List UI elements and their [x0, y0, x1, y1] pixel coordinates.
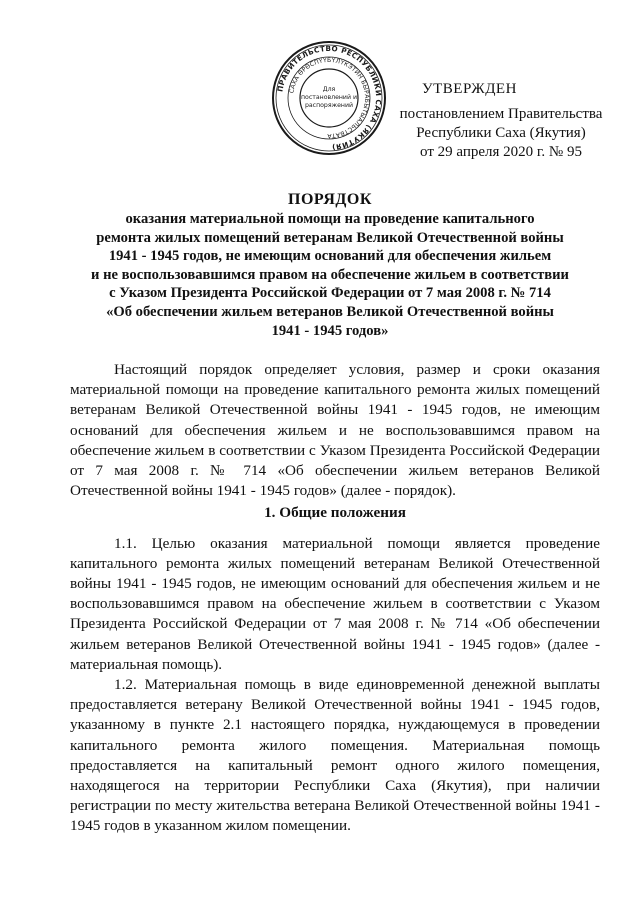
seal-center-line-1: Для	[322, 86, 336, 93]
paragraph-1-1: 1.1. Целью оказания материальной помощи является проведение капитального ремонта жилых помещений ветеранам Великой Отечественной войны 1941 - 1945 годов, не имеющим оснований для обеспечения жильем и не воспользовавшимся правом на обеспечение жильем в соответствии с Указом Президента Российской Федерации от 7 мая 2008 г. № 714 «Об обеспечении жильем ветеранов Великой Отечественной войны 1941 - 1945 годов» (далее - материальная помощь).	[70, 534, 600, 673]
title-line: с Указом Президента Российской Федерации от 7 мая 2008 г. № 714	[109, 285, 551, 302]
approved-label: УТВЕРЖДЕН	[422, 81, 517, 97]
approval-line-3: от 29 апреля 2020 г. № 95	[420, 144, 582, 160]
document-body	[70, 360, 600, 837]
title-heading: ПОРЯДОК	[288, 191, 372, 208]
title-line: «Об обеспечении жильем ветеранов Великой Отечественной войны	[106, 303, 554, 320]
title-line: ремонта жилых помещений ветеранам Великой Отечественной войны	[96, 229, 564, 246]
approval-line-2: Республики Саха (Якутия)	[416, 125, 586, 141]
approval-block	[386, 80, 616, 162]
seal-center-line-3: распоряжений	[304, 102, 354, 109]
document-title	[60, 190, 600, 340]
seal-outer-text: ПРАВИТЕЛЬСТВО РЕСПУБЛИКИ САХА (ЯКУТИЯ)	[275, 43, 384, 152]
seal-graphic	[271, 40, 387, 156]
paragraph-1-2: 1.2. Материальная помощь в виде единовременной денежной выплаты предоставляется ветерану Великой Отечественной войны 1941 - 1945 годов, указанному в пункте 2.1 настоящего порядка, нуждающемуся в проведении капитального ремонта жилого помещения. Материальная помощь предоставляется на капитальный ремонт одного жилого помещения, находящегося на территории Республики Саха (Якутия), при наличии регистрации по месту жительства ветерана Великой Отечественной войны 1941 - 1945 годов в указанном жилом помещении.	[70, 676, 600, 835]
title-line: и не воспользовавшимся правом на обеспечение жильем в соответствии	[91, 266, 569, 283]
intro-paragraph: Настоящий порядок определяет условия, размер и сроки оказания материальной помощи на проведение капитального ремонта жилых помещений ветеранам Великой Отечественной войны 1941 - 1945 годов, не имеющим оснований для обеспечения жильем и не воспользовавшимся правом на обеспечение жильем в соответствии с Указом Президента Российской Федерации от 7 мая 2008 г. № 714 «Об обеспечении жильем ветеранов Великой Отечественной войны 1941 - 1945 годов» (далее - порядок).	[70, 361, 600, 500]
title-line: 1941 - 1945 годов, не имеющим оснований для обеспечения жильем	[108, 248, 552, 265]
title-line: оказания материальной помощи на проведение капитального	[125, 211, 535, 227]
approval-line-1: постановлением Правительства	[399, 106, 603, 122]
seal-inner-text: САХА ӨРӨСПҮҮБҮЛҮКЭТИН БЫРАБЫТЫАЛЬСТВАТА	[288, 56, 371, 140]
official-seal-stamp	[271, 40, 387, 156]
seal-center-line-2: постановлений и	[301, 94, 357, 101]
section-1-heading: 1. Общие положения	[264, 504, 406, 522]
title-line: 1941 - 1945 годов»	[271, 322, 389, 339]
